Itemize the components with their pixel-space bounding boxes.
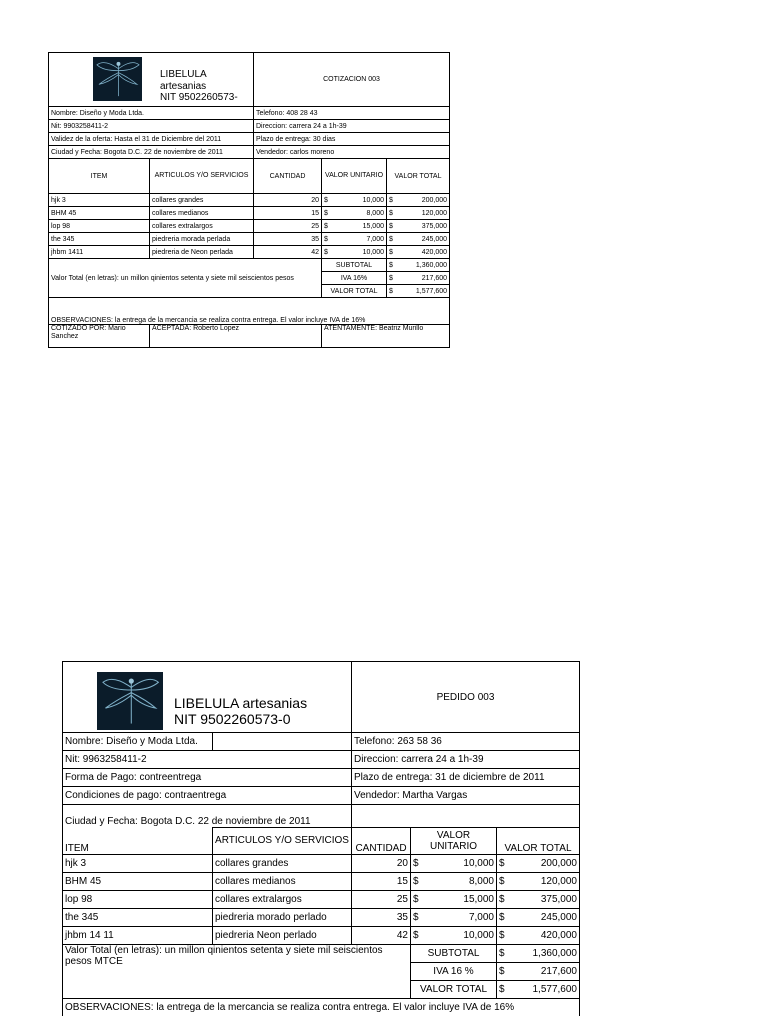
- header-total-value: VALOR TOTAL: [387, 159, 450, 194]
- subtotal-label: SUBTOTAL: [322, 259, 387, 272]
- item-quantity: 20: [352, 854, 411, 872]
- quotation-sheet: [48, 52, 450, 348]
- header-articles: ARTICULOS Y/O SERVICIOS: [213, 828, 352, 855]
- payment-method: Forma de Pago: contreentrega: [63, 769, 352, 787]
- item-total-value: [497, 926, 580, 944]
- item-unit-value: [322, 220, 387, 233]
- item-description: collares medianos: [213, 872, 352, 890]
- item-description: piedreria de Neon perlada: [150, 246, 254, 259]
- table-row: [49, 220, 450, 233]
- item-description: piedreria Neon perlado: [213, 926, 352, 944]
- empty-cell: [213, 733, 352, 751]
- subtotal-amount: 1,360,000: [415, 261, 448, 269]
- quote-brand-text: [160, 69, 238, 104]
- item-description: collares grandes: [213, 854, 352, 872]
- currency-sign: $: [499, 911, 505, 923]
- unit-amount: 15,000: [463, 893, 494, 905]
- address: Direccion: carrera 24 a 1h-39: [254, 120, 450, 133]
- order-brand-text: [174, 695, 307, 727]
- total-amount: 120,000: [540, 875, 577, 887]
- salesperson: Vendedor: carlos moreno: [254, 146, 450, 159]
- item-code: lop 98: [63, 890, 213, 908]
- currency-sign: $: [389, 222, 393, 230]
- total-amount: 120,000: [421, 209, 448, 217]
- regards: ATENTAMENTE: Beatriz Murillo: [322, 325, 450, 348]
- quote-title: COTIZACION 003: [254, 53, 450, 107]
- accepted-by: ACEPTADA: Roberto Lopez: [150, 325, 322, 348]
- table-row: [63, 926, 580, 944]
- grand-total-label: VALOR TOTAL: [322, 285, 387, 298]
- currency-sign: $: [499, 983, 505, 995]
- item-unit-value: [322, 194, 387, 207]
- delivery-term: Plazo de entrega: 31 de diciembre de 2011: [352, 769, 580, 787]
- total-amount: 375,000: [540, 893, 577, 905]
- empty-cell: [352, 805, 580, 828]
- currency-sign: $: [413, 929, 419, 941]
- currency-sign: $: [499, 893, 505, 905]
- item-code: lop 98: [49, 220, 150, 233]
- client-name: Nombre: Diseño y Moda Ltda.: [63, 733, 213, 751]
- salesperson: Vendedor: Martha Vargas: [352, 787, 580, 805]
- currency-sign: $: [389, 235, 393, 243]
- item-total-value: [387, 246, 450, 259]
- table-row: [49, 194, 450, 207]
- grand-total-label: VALOR TOTAL: [411, 980, 497, 998]
- item-code: jhbm 14 11: [63, 926, 213, 944]
- currency-sign: $: [499, 875, 505, 887]
- table-header-row: [49, 159, 450, 194]
- currency-sign: $: [499, 857, 505, 869]
- item-code: the 345: [63, 908, 213, 926]
- item-description: piedreria morada perlada: [150, 233, 254, 246]
- unit-amount: 10,000: [362, 196, 384, 204]
- item-code: hjk 3: [63, 854, 213, 872]
- currency-sign: $: [499, 929, 505, 941]
- currency-sign: $: [499, 947, 505, 959]
- item-unit-value: [411, 872, 497, 890]
- observations: OBSERVACIONES: la entrega de la mercancia se realiza contra entrega. El valor incluye IVA de 16%: [49, 298, 450, 325]
- unit-amount: 7,000: [468, 911, 494, 923]
- table-row: [49, 207, 450, 220]
- header-quantity: CANTIDAD: [352, 828, 411, 855]
- total-amount: 375,000: [421, 222, 448, 230]
- total-amount: 245,000: [421, 235, 448, 243]
- brand-nit: NIT 9502260573-0: [174, 711, 291, 728]
- total-in-words: Valor Total (en letras): un millon qinientos setenta y siete mil seiscientos pesos: [49, 259, 322, 298]
- header-unit-value: VALOR UNITARIO: [322, 159, 387, 194]
- payment-conditions: Condiciones de pago: contraentrega: [63, 787, 352, 805]
- item-quantity: 20: [254, 194, 322, 207]
- item-quantity: 42: [352, 926, 411, 944]
- currency-sign: $: [413, 893, 419, 905]
- phone: Telefono: 408 28 43: [254, 107, 450, 120]
- unit-amount: 8,000: [468, 875, 494, 887]
- iva-value: [497, 962, 580, 980]
- total-amount: 200,000: [540, 857, 577, 869]
- currency-sign: $: [499, 965, 505, 977]
- iva-label: IVA 16%: [322, 272, 387, 285]
- header-item: ITEM: [49, 159, 150, 194]
- currency-sign: $: [389, 261, 393, 269]
- order-sheet: [62, 661, 580, 1016]
- total-amount: 420,000: [540, 929, 577, 941]
- item-code: the 345: [49, 233, 150, 246]
- currency-sign: $: [324, 222, 328, 230]
- table-row: [63, 890, 580, 908]
- order-title: PEDIDO 003: [352, 662, 580, 733]
- item-total-value: [497, 872, 580, 890]
- grand-total-amount: 1,577,600: [415, 287, 448, 295]
- currency-sign: $: [389, 209, 393, 217]
- unit-amount: 10,000: [463, 857, 494, 869]
- quoted-by: COTIZADO POR: Mario Sanchez: [49, 325, 150, 348]
- city-date: Ciudad y Fecha: Bogota D.C. 22 de noviembre de 2011: [63, 805, 352, 828]
- item-code: BHM 45: [49, 207, 150, 220]
- total-amount: 200,000: [421, 196, 448, 204]
- header-item: ITEM: [63, 828, 213, 855]
- brand-subtitle: artesanias: [160, 80, 207, 92]
- table-row: [63, 908, 580, 926]
- order-brand-cell: [63, 662, 352, 733]
- dragonfly-logo-icon: [93, 57, 142, 101]
- offer-validity: Validez de la oferta: Hasta el 31 de Diciembre del 2011: [49, 133, 254, 146]
- item-total-value: [387, 233, 450, 246]
- item-unit-value: [322, 233, 387, 246]
- header-quantity: CANTIDAD: [254, 159, 322, 194]
- item-code: hjk 3: [49, 194, 150, 207]
- item-description: collares grandes: [150, 194, 254, 207]
- item-description: piedreria morado perlado: [213, 908, 352, 926]
- item-quantity: 15: [352, 872, 411, 890]
- item-quantity: 35: [352, 908, 411, 926]
- unit-amount: 10,000: [463, 929, 494, 941]
- item-quantity: 25: [254, 220, 322, 233]
- table-row: [63, 872, 580, 890]
- subtotal-amount: 1,360,000: [532, 947, 577, 959]
- unit-amount: 8,000: [366, 209, 384, 217]
- currency-sign: $: [324, 248, 328, 256]
- currency-sign: $: [389, 287, 393, 295]
- item-code: BHM 45: [63, 872, 213, 890]
- subtotal-value: [387, 259, 450, 272]
- item-total-value: [387, 194, 450, 207]
- header-total-value: VALOR TOTAL: [497, 828, 580, 855]
- grand-total-value: [497, 980, 580, 998]
- currency-sign: $: [389, 196, 393, 204]
- grand-total-amount: 1,577,600: [532, 983, 577, 995]
- item-unit-value: [322, 207, 387, 220]
- item-quantity: 35: [254, 233, 322, 246]
- item-code: jhbm 1411: [49, 246, 150, 259]
- address: Direccion: carrera 24 a 1h-39: [352, 751, 580, 769]
- item-total-value: [497, 908, 580, 926]
- item-description: collares medianos: [150, 207, 254, 220]
- observations: OBSERVACIONES: la entrega de la mercancia se realiza contra entrega. El valor incluye IVA de 16%: [63, 998, 580, 1016]
- subtotal-label: SUBTOTAL: [411, 944, 497, 962]
- item-unit-value: [322, 246, 387, 259]
- item-unit-value: [411, 926, 497, 944]
- brand-nit: NIT 9502260573-: [160, 92, 238, 103]
- iva-amount: 217,600: [421, 274, 448, 282]
- currency-sign: $: [389, 274, 393, 282]
- subtotal-value: [497, 944, 580, 962]
- item-quantity: 42: [254, 246, 322, 259]
- table-row: [49, 246, 450, 259]
- brand-name: LIBELULA: [160, 69, 207, 80]
- currency-sign: $: [389, 248, 393, 256]
- item-total-value: [387, 207, 450, 220]
- client-name: Nombre: Diseño y Moda Ltda.: [49, 107, 254, 120]
- client-nit: Nit: 9963258411-2: [63, 751, 352, 769]
- currency-sign: $: [324, 209, 328, 217]
- table-row: [63, 854, 580, 872]
- currency-sign: $: [324, 196, 328, 204]
- total-amount: 245,000: [540, 911, 577, 923]
- iva-label: IVA 16 %: [411, 962, 497, 980]
- item-unit-value: [411, 854, 497, 872]
- header-articles: ARTICULOS Y/O SERVICIOS: [150, 159, 254, 194]
- phone: Telefono: 263 58 36: [352, 733, 580, 751]
- item-unit-value: [411, 908, 497, 926]
- dragonfly-logo-icon: [97, 672, 163, 730]
- total-in-words: Valor Total (en letras): un millon qinientos setenta y siete mil seiscientos pesos MTCE: [63, 944, 411, 998]
- item-quantity: 25: [352, 890, 411, 908]
- currency-sign: $: [324, 235, 328, 243]
- item-total-value: [497, 890, 580, 908]
- item-total-value: [387, 220, 450, 233]
- header-unit-value: VALOR UNITARIO: [411, 828, 497, 855]
- brand-name: LIBELULA artesanias: [174, 695, 308, 711]
- total-amount: 420,000: [421, 248, 448, 256]
- currency-sign: $: [413, 875, 419, 887]
- delivery-term: Plazo de entrega: 30 dias: [254, 133, 450, 146]
- item-description: collares extralargos: [150, 220, 254, 233]
- quote-brand-cell: [49, 53, 254, 107]
- unit-amount: 10,000: [362, 248, 384, 256]
- item-description: collares extralargos: [213, 890, 352, 908]
- unit-amount: 15,000: [362, 222, 384, 230]
- city-date: Ciudad y Fecha: Bogota D.C. 22 de noviembre de 2011: [49, 146, 254, 159]
- item-unit-value: [411, 890, 497, 908]
- table-row: [49, 233, 450, 246]
- grand-total-value: [387, 285, 450, 298]
- item-quantity: 15: [254, 207, 322, 220]
- iva-amount: 217,600: [540, 965, 577, 977]
- currency-sign: $: [413, 857, 419, 869]
- iva-value: [387, 272, 450, 285]
- client-nit: Nit: 9903258411-2: [49, 120, 254, 133]
- table-header-row: [63, 828, 580, 855]
- currency-sign: $: [413, 911, 419, 923]
- item-total-value: [497, 854, 580, 872]
- unit-amount: 7,000: [366, 235, 384, 243]
